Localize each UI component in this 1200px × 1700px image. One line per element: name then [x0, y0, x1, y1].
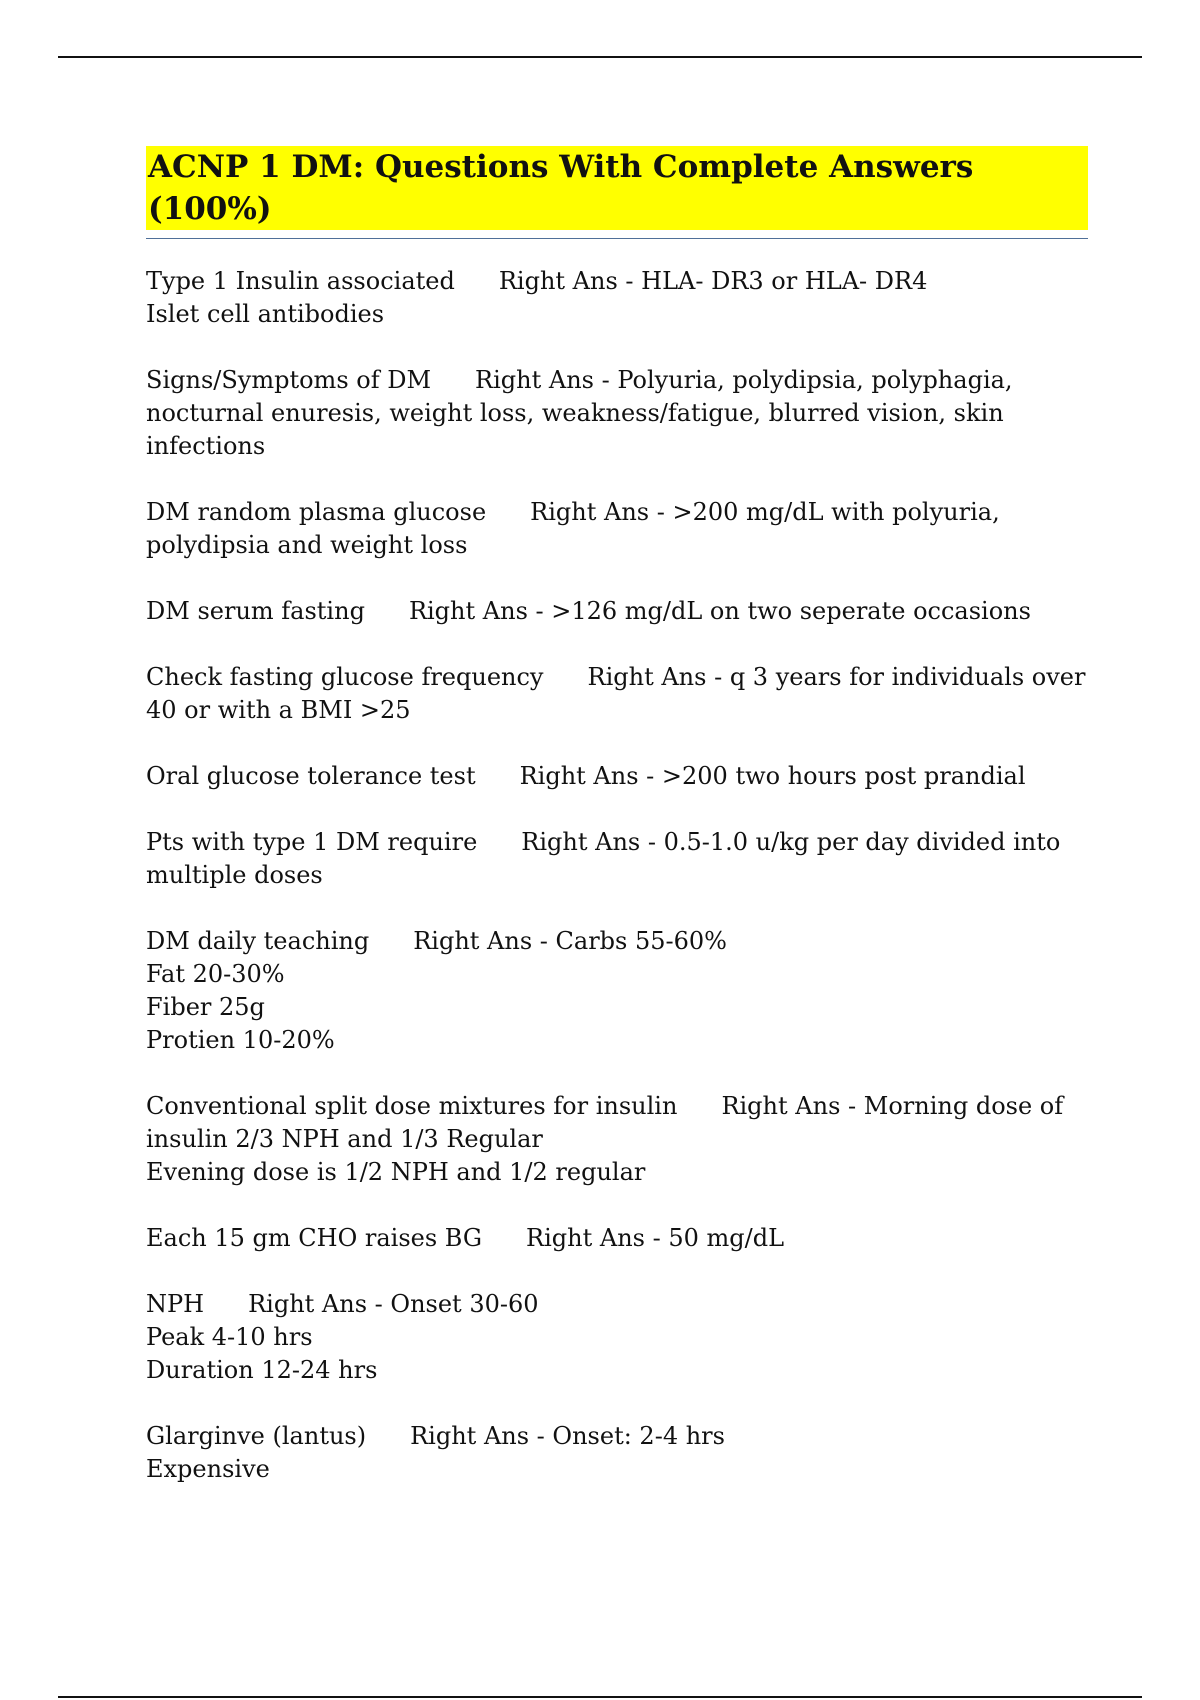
answer-text: Right Ans - Onset: 2-4 hrs Expensive	[146, 1422, 725, 1483]
document-title: ACNP 1 DM: Questions With Complete Answers (100%)	[146, 146, 1088, 230]
question-text: Each 15 gm CHO raises BG	[146, 1224, 483, 1252]
question-text: Type 1 Insulin associated	[146, 267, 455, 295]
qa-item	[146, 595, 1086, 628]
qa-item	[146, 760, 1086, 793]
qa-item	[146, 1420, 1086, 1486]
qa-item	[146, 1288, 1086, 1387]
footer-rule	[58, 1696, 1142, 1698]
qa-item	[146, 265, 1086, 331]
question-text: Check fasting glucose frequency	[146, 663, 544, 691]
qa-item	[146, 1090, 1086, 1189]
qa-item	[146, 826, 1086, 892]
answer-text: Right Ans - Onset 30-60 Peak 4-10 hrs Duration 12-24 hrs	[146, 1290, 539, 1384]
answer-text: Right Ans - Morning dose of insulin 2/3 NPH and 1/3 Regular Evening dose is 1/2 NPH and 1/2 regular	[146, 1092, 1064, 1186]
qa-item	[146, 661, 1086, 727]
qa-item	[146, 496, 1086, 562]
question-text: DM daily teaching	[146, 927, 370, 955]
answer-text: Right Ans - 50 mg/dL	[526, 1224, 785, 1252]
title-block	[146, 146, 1088, 239]
qa-item	[146, 1222, 1086, 1255]
answer-text: Right Ans - >200 two hours post prandial	[519, 762, 1026, 790]
answer-text: Right Ans - q 3 years for individuals over 40 or with a BMI >25	[146, 663, 1086, 724]
header-rule	[58, 56, 1142, 58]
question-text: Oral glucose tolerance test	[146, 762, 476, 790]
question-text: Conventional split dose mixtures for insulin	[146, 1092, 678, 1120]
answer-text: Right Ans - >126 mg/dL on two seperate occasions	[408, 597, 1031, 625]
answer-text: Right Ans - HLA- DR3 or HLA- DR4 Islet cell antibodies	[146, 267, 928, 328]
question-text: DM random plasma glucose	[146, 498, 487, 526]
question-text: Signs/Symptoms of DM	[146, 366, 432, 394]
qa-item	[146, 925, 1086, 1057]
answer-text: Right Ans - >200 mg/dL with polyuria, polydipsia and weight loss	[146, 498, 1000, 559]
answer-text: Right Ans - 0.5-1.0 u/kg per day divided into multiple doses	[146, 828, 1061, 889]
question-text: DM serum fasting	[146, 597, 365, 625]
answer-text: Right Ans - Polyuria, polydipsia, polyphagia, nocturnal enuresis, weight loss, weakness/fatigue, blurred vision, skin infections	[146, 366, 1013, 460]
question-text: NPH	[146, 1290, 205, 1318]
document-body	[146, 146, 1086, 1519]
question-text: Glarginve (lantus)	[146, 1422, 367, 1450]
qa-item	[146, 364, 1086, 463]
answer-text: Right Ans - Carbs 55-60% Fat 20-30% Fiber 25g Protien 10-20%	[146, 927, 727, 1054]
question-text: Pts with type 1 DM require	[146, 828, 478, 856]
